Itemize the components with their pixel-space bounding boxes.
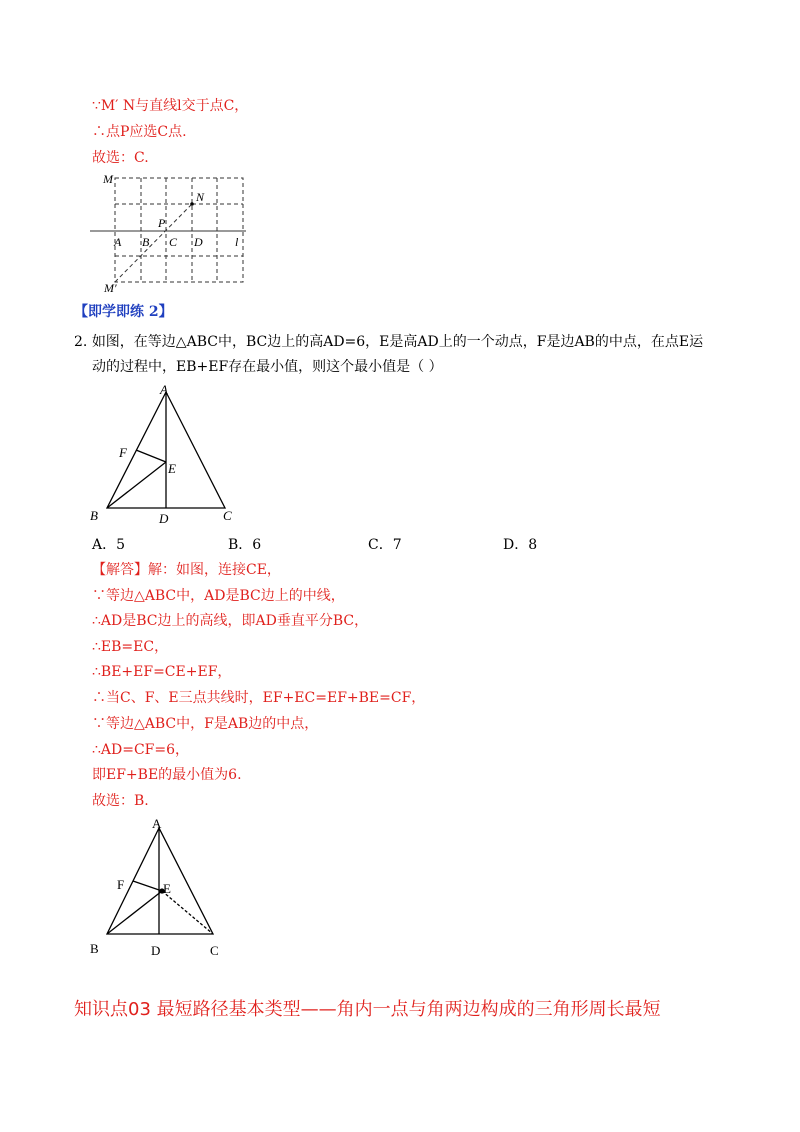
tri2-label-b: B <box>90 941 99 956</box>
solution-line-1: ∵M′ N与直线l交于点C， <box>92 98 249 114</box>
tri1-label-d: D <box>159 511 169 526</box>
answer-line-2: ∵等边△ABC中，AD是BC边上的中线， <box>92 588 345 604</box>
grid-figure <box>90 168 260 294</box>
tri1-label-f: F <box>119 445 127 460</box>
answer-line-7: ∵等边△ABC中，F是AB边的中点， <box>92 716 319 732</box>
triangle-figure-2 <box>86 812 236 962</box>
label-d: D <box>194 235 203 249</box>
section-heading: 知识点03 最短路径基本类型——角内一点与角两边构成的三角形周长最短 <box>74 999 661 1020</box>
label-p: P <box>158 216 166 230</box>
question-number: 2. <box>74 334 88 350</box>
label-c: C <box>169 235 178 249</box>
answer-line-6: ∴当C、F、E三点共线时，EF+EC=EF+BE=CF， <box>92 690 426 706</box>
answer-line-9: 即EF+BE的最小值为6. <box>92 767 242 783</box>
tri2-label-f: F <box>117 877 125 892</box>
option-c[interactable]: C．7 <box>368 537 402 553</box>
tri2-label-e: E <box>163 881 171 896</box>
tri2-label-d: D <box>151 943 161 958</box>
tri1-label-b: B <box>90 508 98 523</box>
question-line-2: 动的过程中，EB+EF存在最小值，则这个最小值是（ ） <box>92 359 443 375</box>
label-a: A <box>114 235 122 249</box>
answer-line-4: ∴EB=EC， <box>92 639 169 655</box>
solution-line-3: 故选：C. <box>92 150 149 166</box>
label-m-bottom: M′ <box>104 281 117 294</box>
option-b[interactable]: B．6 <box>228 537 262 553</box>
label-m-top: M <box>103 172 113 186</box>
answer-line-1: 【解答】解：如图，连接CE， <box>92 562 281 578</box>
tri2-label-c: C <box>210 943 219 958</box>
option-d[interactable]: D．8 <box>503 537 538 553</box>
tri1-label-a: A <box>160 384 168 397</box>
answer-line-8: ∴AD=CF=6， <box>92 742 190 758</box>
tri2-label-a: A <box>152 816 162 831</box>
solution-line-2: ∴点P应选C点. <box>92 124 187 140</box>
triangle-figure-1 <box>86 384 246 528</box>
label-b: B <box>142 235 150 249</box>
label-l: l <box>235 235 239 249</box>
section-tag: 【即学即练 2】 <box>74 304 173 320</box>
answer-line-3: ∴AD是BC边上的高线，即AD垂直平分BC， <box>92 613 369 629</box>
tri1-label-c: C <box>223 508 232 523</box>
tri1-label-e: E <box>168 461 176 476</box>
answer-line-10: 故选：B. <box>92 793 149 809</box>
answer-line-5: ∴BE+EF=CE+EF， <box>92 664 232 680</box>
option-a[interactable]: A．5 <box>92 537 126 553</box>
question-text-1: 如图，在等边△ABC中，BC边上的高AD=6，E是高AD上的一个动点，F是边AB的中点，在点E运 <box>91 334 704 350</box>
question-line-1 <box>74 330 724 354</box>
label-n: N <box>196 190 205 204</box>
